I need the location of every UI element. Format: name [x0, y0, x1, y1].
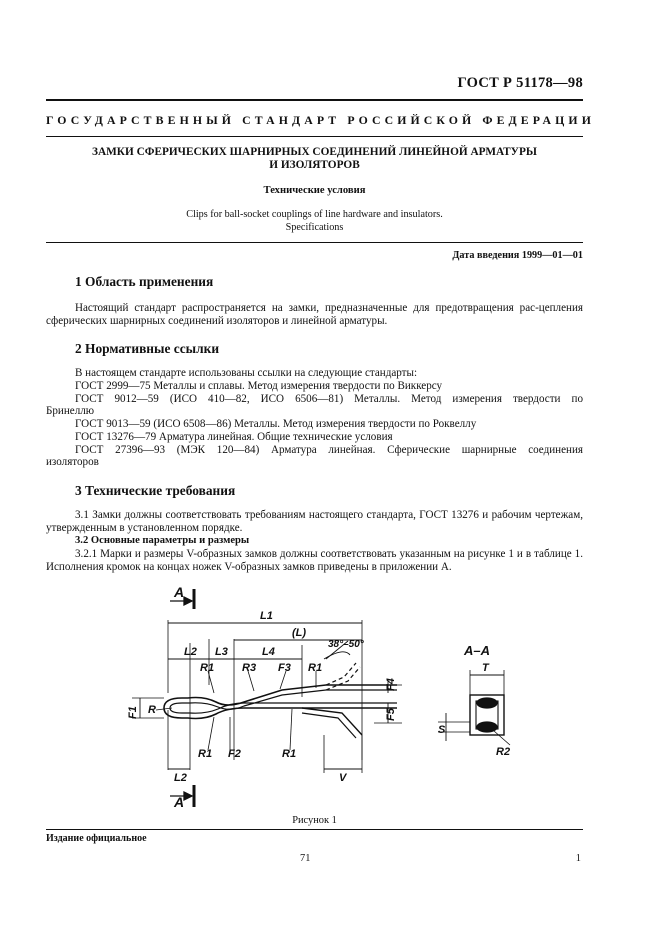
- state-standard-heading: ГОСУДАРСТВЕННЫЙ СТАНДАРТ РОССИЙСКОЙ ФЕДЕРАЦИИ: [46, 113, 595, 127]
- section-arrowhead-top: [184, 597, 192, 605]
- clip-lower-leg: [302, 708, 362, 735]
- section-aa-top-wire: [477, 698, 497, 708]
- label-r3: R3: [242, 662, 257, 674]
- subsection-3-2-heading: 3.2 Основные параметры и размеры: [75, 535, 250, 546]
- label-f4: F4: [385, 678, 397, 691]
- label-r1-upper-right: R1: [308, 662, 323, 674]
- label-f3: F3: [278, 662, 291, 674]
- section-2-intro: В настоящем стандарте использованы ссылки на следующие стандарты:: [75, 367, 418, 379]
- footer-rule: [46, 829, 583, 830]
- paragraph-3-2-1: 3.2.1 Марки и размеры V-образных замков должны соответствовать указанным на рисунке 1 и в таблице 1. Исполнения кромок на концах ножек V-образных замков приведены в приложении А.: [46, 548, 583, 573]
- label-l2-top: L2: [184, 646, 197, 658]
- figure-caption: Рисунок 1: [292, 815, 337, 826]
- label-r1-lower-left: R1: [198, 748, 213, 760]
- document-title: [46, 146, 583, 171]
- label-f2: F2: [228, 748, 241, 760]
- reference-item: ГОСТ 9012—59 (ИСО 410—82, ИСО 6506—81) Металлы. Метод измерения твердости по: [75, 393, 583, 405]
- page-number-right: 1: [575, 853, 581, 864]
- label-f5: F5: [385, 708, 397, 721]
- reference-item: изоляторов: [46, 456, 99, 468]
- paragraph-3-1: 3.1 Замки должны соответствовать требованиям настоящего стандарта, ГОСТ 13276 и рабочим чертежам, утвержденным в установленном порядке.: [46, 509, 583, 534]
- label-s: S: [438, 724, 446, 736]
- section-1-text: Настоящий стандарт распространяется на замки, предназначенные для предотвращения рас-цепления сферических шарнирных соединений изоляторов и линейной арматуры.: [46, 302, 583, 327]
- reference-item: ГОСТ 13276—79 Арматура линейная. Общие технические условия: [75, 431, 393, 443]
- english-title-line-2: Specifications: [285, 221, 344, 233]
- title-line-2: И ИЗОЛЯТОРОВ: [269, 158, 360, 171]
- document-number: ГОСТ Р 51178—98: [457, 75, 583, 91]
- official-edition-label: Издание официальное: [46, 833, 147, 844]
- label-angle: 38°–50°: [328, 639, 364, 650]
- section-1-heading: 1 Область применения: [75, 274, 214, 289]
- page-number-center: 71: [300, 853, 311, 864]
- top-rule: [46, 99, 583, 101]
- document-subtitle: Технические условия: [263, 185, 366, 196]
- label-v: V: [339, 772, 347, 784]
- label-l: (L): [292, 627, 307, 639]
- english-title-line-1: Clips for ball-socket couplings of line hardware and insulators.: [186, 209, 443, 220]
- reference-item: ГОСТ 27396—93 (МЭК 120—84) Арматура линейная. Сферические шарнирные соединения: [75, 444, 583, 456]
- section-aa-bottom-wire: [477, 722, 497, 732]
- label-r1-upper-left: R1: [200, 662, 215, 674]
- label-l3: L3: [215, 646, 228, 658]
- english-title: [46, 209, 583, 234]
- reference-item: ГОСТ 9013—59 (ИСО 6508—86) Металлы. Метод измерения твердости по Роквеллу: [75, 418, 477, 430]
- clip-upper-leg-dashed: [326, 663, 356, 685]
- clip-inner-contour: [170, 690, 397, 713]
- introduction-date: Дата введения 1999—01—01: [452, 250, 583, 261]
- label-l2-bottom: L2: [174, 772, 187, 784]
- label-l1: L1: [260, 610, 273, 622]
- label-r1-lower-right: R1: [282, 748, 297, 760]
- section-label-bottom: A: [174, 794, 185, 810]
- label-t: T: [482, 662, 489, 674]
- section-2-heading: 2 Нормативные ссылки: [75, 341, 220, 356]
- label-r2: R2: [496, 746, 511, 758]
- section-arrowhead-bottom: [184, 792, 192, 800]
- label-f1: F1: [127, 706, 139, 719]
- title-line-1: ЗАМКИ СФЕРИЧЕСКИХ ШАРНИРНЫХ СОЕДИНЕНИЙ ЛИНЕЙНОЙ АРМАТУРЫ: [92, 146, 537, 158]
- date-rule: [46, 242, 583, 243]
- reference-item: Бринеллю: [46, 405, 95, 417]
- reference-item: ГОСТ 2999—75 Металлы и сплавы. Метод измерения твердости по Виккерсу: [75, 380, 443, 392]
- label-section-aa: A–A: [464, 643, 491, 658]
- label-l4: L4: [262, 646, 275, 658]
- title-rule: [46, 136, 583, 137]
- label-r: R: [148, 704, 156, 716]
- figure-1-drawing: [112, 585, 512, 813]
- section-3-heading: 3 Технические требования: [75, 483, 236, 498]
- section-label-top: A: [174, 585, 185, 600]
